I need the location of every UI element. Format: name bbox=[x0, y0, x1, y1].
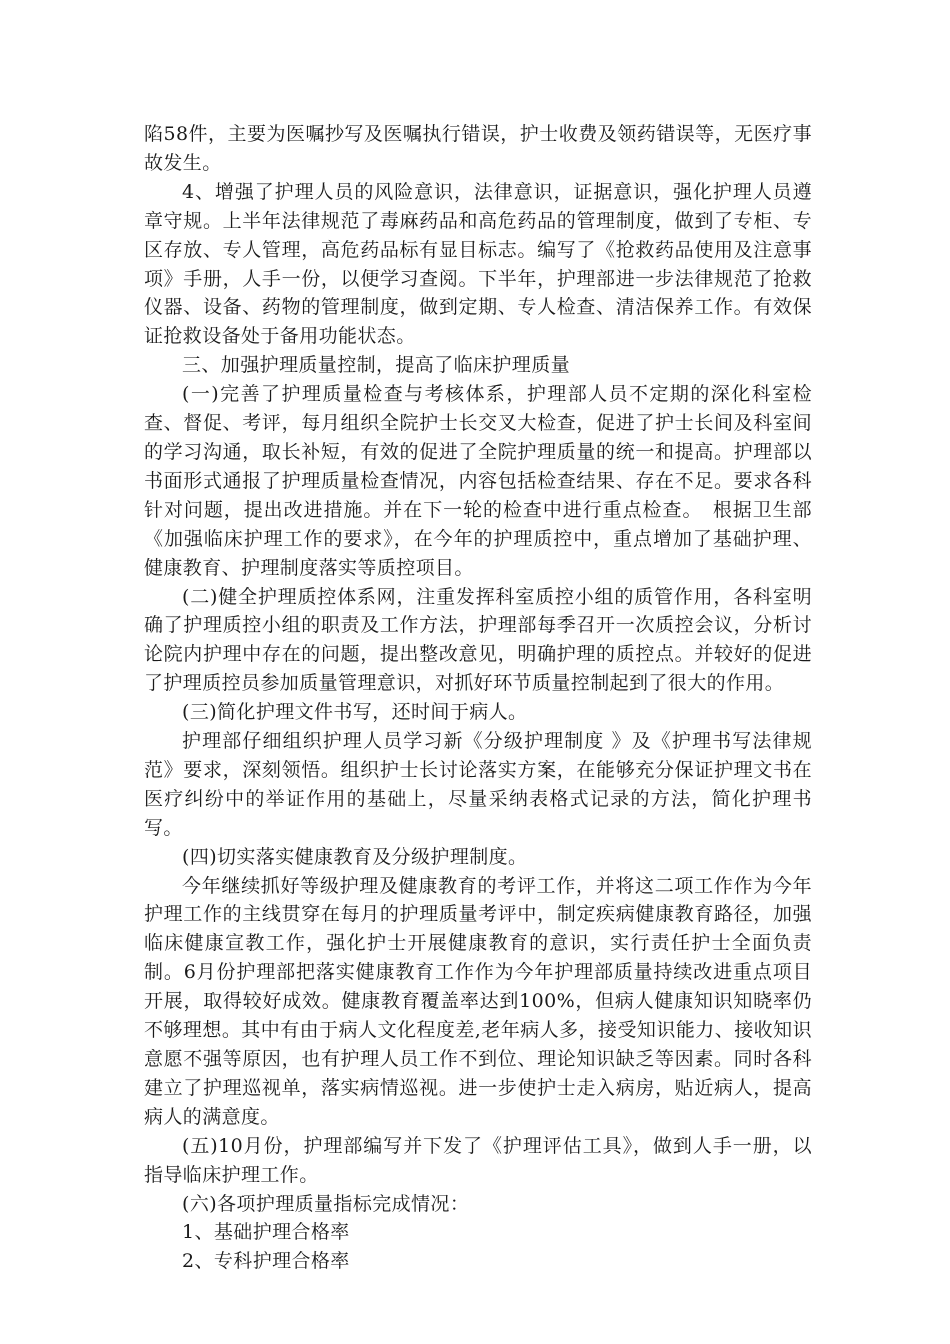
document-page bbox=[144, 120, 812, 1276]
paragraph: (一)完善了护理质量检查与考核体系，护理部人员不定期的深化科室检查、督促、考评，每月组织全院护士长交叉大检查，促进了护士长间及科室间的学习沟通，取长补短，有效的促进了全院护理质量的统一和提高。护理部以书面形式通报了护理质量检查情况，内容包括检查结果、存在不足。要求各科针对问题，提出改进措施。并在下一轮的检查中进行重点检查。 根据卫生部《加强临床护理工作的要求》，在今年的护理质控中，重点增加了基础护理、健康教育、护理制度落实等质控项目。 bbox=[144, 383, 812, 579]
paragraph: 护理部仔细组织护理人员学习新《分级护理制度 》及《护理书写法律规范》要求，深刻领悟。组织护士长讨论落实方案，在能够充分保证护理文书在医疗纠纷中的举证作用的基础上，尽量采纳表格式记录的方法，简化护理书写。 bbox=[144, 730, 812, 839]
list-item: 1、基础护理合格率 bbox=[182, 1221, 350, 1244]
subsection-heading: (六)各项护理质量指标完成情况： bbox=[182, 1192, 470, 1215]
section-heading: 三、加强护理质量控制，提高了临床护理质量 bbox=[182, 354, 571, 377]
subsection-heading: (四)切实落实健康教育及分级护理制度。 bbox=[182, 845, 528, 868]
paragraph: 陷58件，主要为医嘱抄写及医嘱执行错误，护士收费及领药错误等，无医疗事故发生。 bbox=[144, 123, 812, 174]
paragraph: 今年继续抓好等级护理及健康教育的考评工作，并将这二项工作作为今年护理工作的主线贯穿在每月的护理质量考评中，制定疾病健康教育路径，加强临床健康宣教工作，强化护士开展健康教育的意识，实行责任护士全面负责制。6月份护理部把落实健康教育工作作为今年护理部质量持续改进重点项目开展，取得较好成效。健康教育覆盖率达到100%，但病人健康知识知晓率仍不够理想。其中有由于病人文化程度差,老年病人多，接受知识能力、接收知识意愿不强等原因，也有护理人员工作不到位、理论知识缺乏等因素。同时各科建立了护理巡视单，落实病情巡视。进一步使护士走入病房，贴近病人，提高病人的满意度。 bbox=[144, 874, 812, 1128]
subsection-heading: (三)简化护理文件书写，还时间于病人。 bbox=[182, 701, 528, 724]
paragraph: (五)10月份，护理部编写并下发了《护理评估工具》，做到人手一册，以指导临床护理工作。 bbox=[144, 1134, 812, 1186]
list-item: 2、专科护理合格率 bbox=[182, 1250, 350, 1273]
paragraph: (二)健全护理质控体系网，注重发挥科室质控小组的质管作用，各科室明确了护理质控小组的职责及工作方法，护理部每季召开一次质控会议，分析讨论院内护理中存在的问题，提出整改意见，明确护理的质控点。并较好的促进了护理质控员参加质量管理意识，对抓好环节质量控制起到了很大的作用。 bbox=[144, 585, 812, 695]
paragraph: 4、增强了护理人员的风险意识，法律意识，证据意识，强化护理人员遵章守规。上半年法律规范了毒麻药品和高危药品的管理制度，做到了专柜、专区存放、专人管理，高危药品标有显目标志。编写了《抢救药品使用及注意事项》手册，人手一份，以便学习查阅。下半年，护理部进一步法律规范了抢救仪器、设备、药物的管理制度，做到定期、专人检查、清洁保养工作。有效保证抢救设备处于备用功能状态。 bbox=[144, 180, 812, 348]
